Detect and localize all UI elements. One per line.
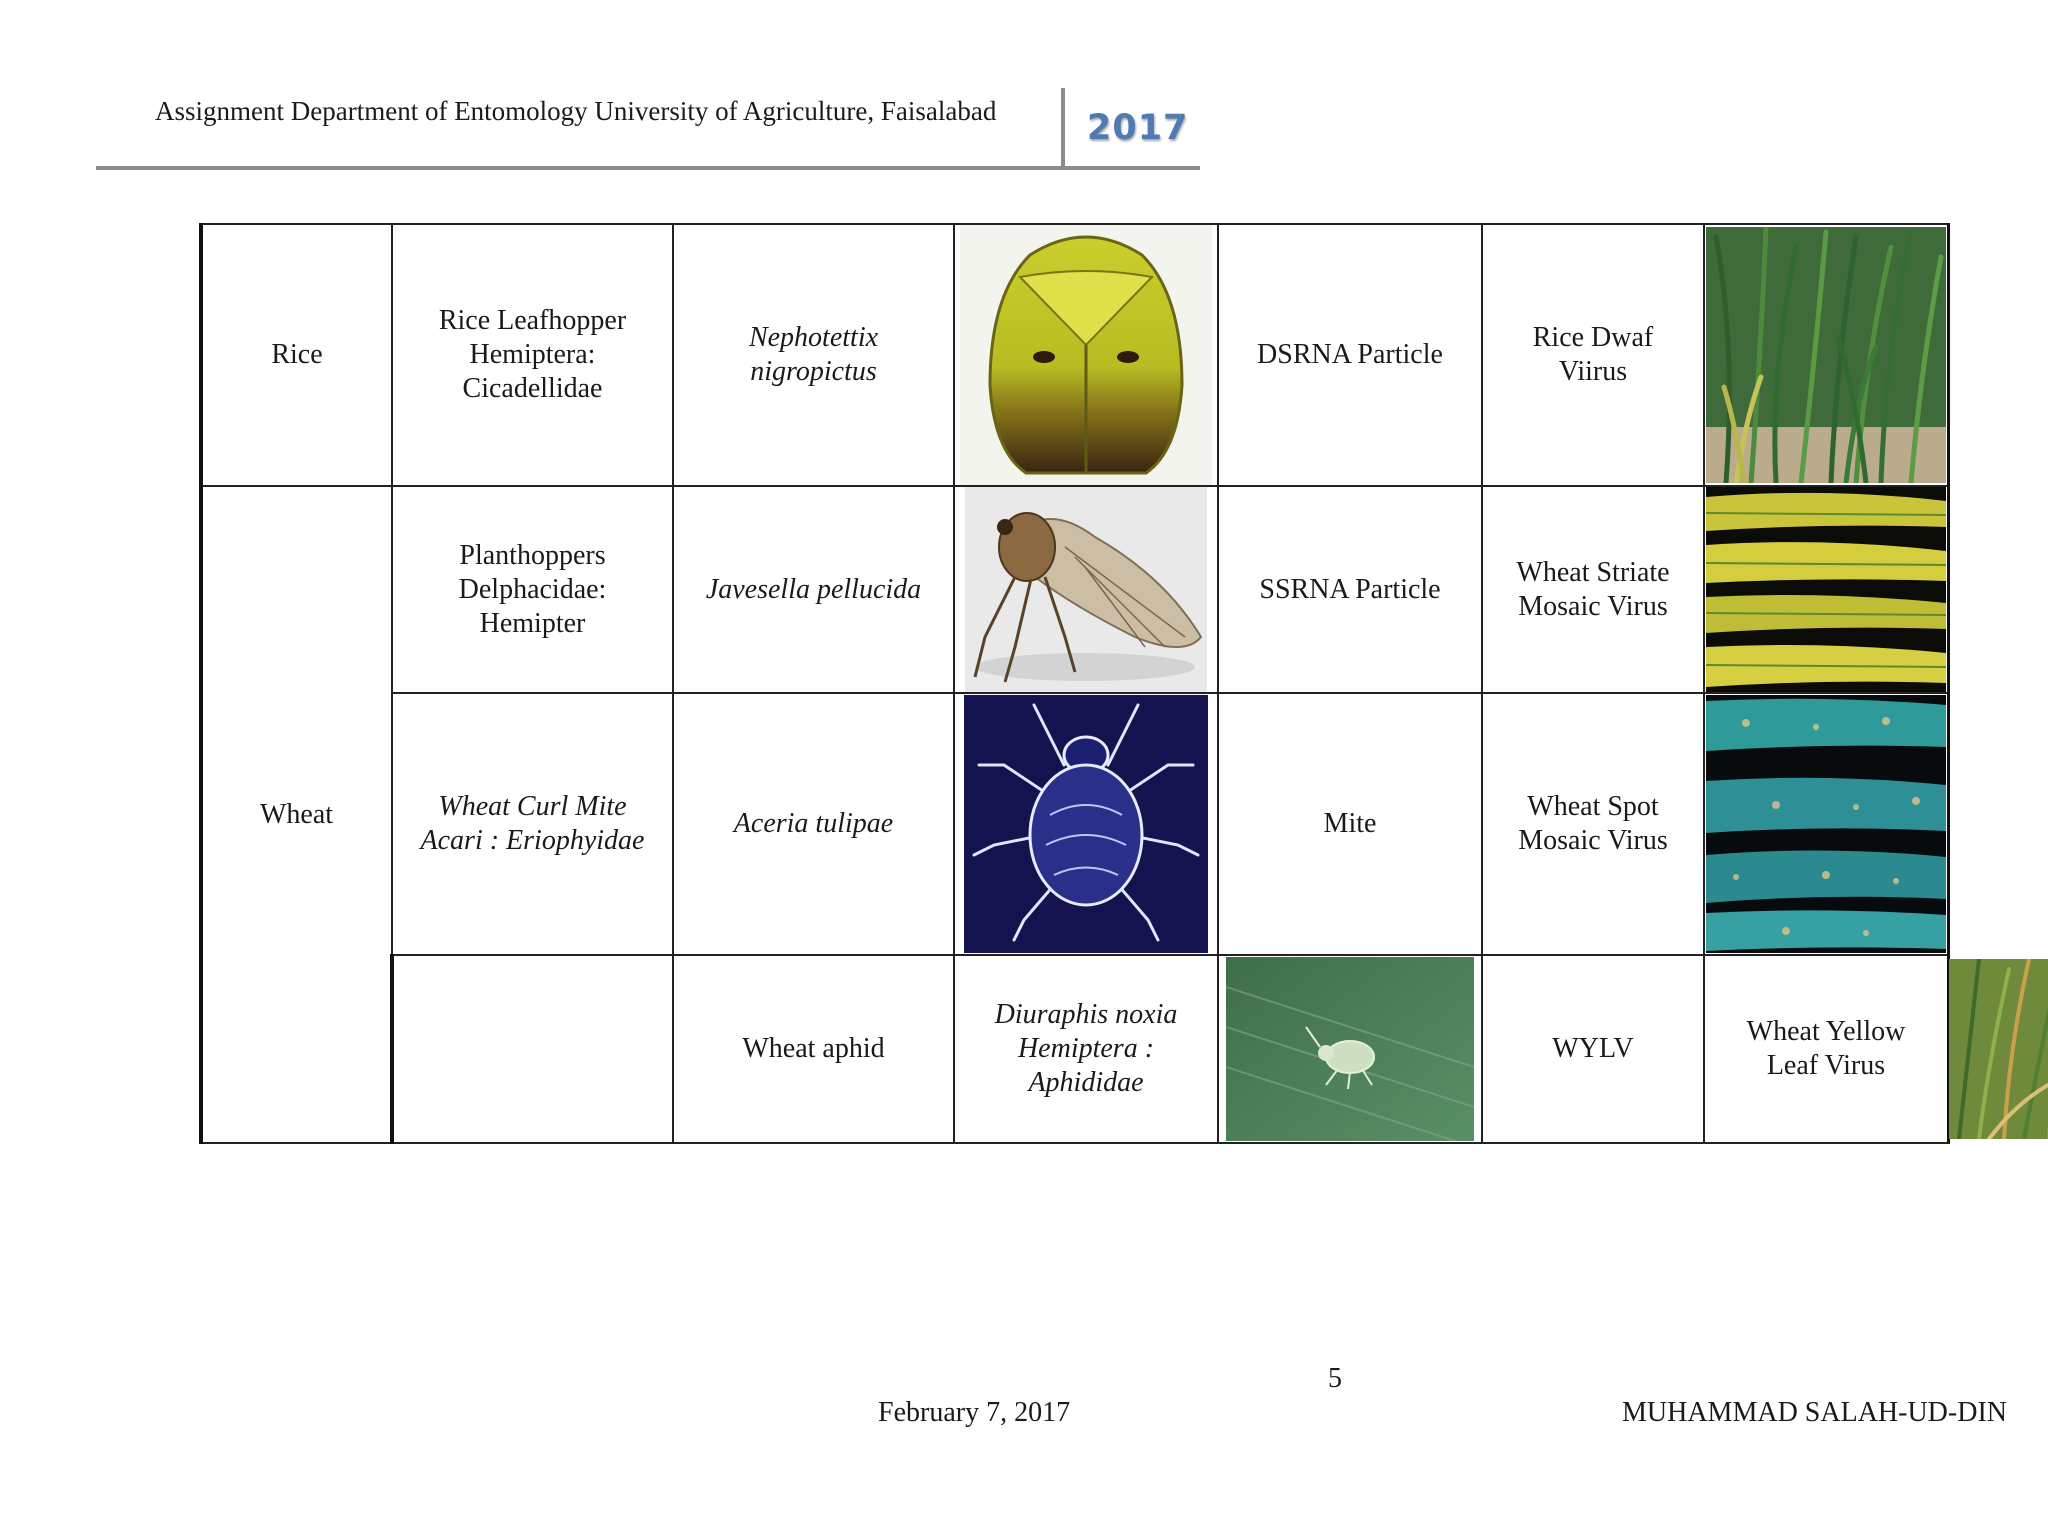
disease-image-cell xyxy=(1704,224,1948,486)
disease-line: Viirus xyxy=(1558,356,1628,387)
scientific-name-cell xyxy=(673,486,954,693)
page-number: 5 xyxy=(1328,1363,1342,1394)
vector-cell xyxy=(392,224,673,486)
scientific-line: Nephotettix xyxy=(748,322,879,353)
planthopper-image xyxy=(965,487,1207,692)
vector-cell xyxy=(673,955,954,1143)
disease-line: Wheat Spot xyxy=(1527,791,1659,822)
header-year: 2017 xyxy=(1087,108,1189,148)
vector-image-cell xyxy=(954,693,1218,955)
header-divider xyxy=(1061,88,1065,168)
vector-image-cell xyxy=(1218,955,1482,1143)
vector-disease-table xyxy=(199,223,1950,1144)
disease-cell xyxy=(1482,224,1704,486)
crop-cell: Rice xyxy=(201,224,392,486)
disease-cell xyxy=(1482,693,1704,955)
scientific-name-cell xyxy=(673,693,954,955)
scientific-line: Javesella pellucida xyxy=(705,573,922,605)
footer-date: February 7, 2017 xyxy=(878,1397,1071,1428)
rice-plants-image xyxy=(1706,227,1946,483)
disease-line: Wheat Yellow xyxy=(1746,1016,1906,1047)
vector-line: Cicadellidae xyxy=(462,373,603,404)
agent-cell: WYLV xyxy=(1482,955,1704,1143)
vector-line: Planthoppers xyxy=(459,539,606,571)
crop-cell-empty xyxy=(392,955,673,1143)
spot-leaves-image xyxy=(1706,695,1946,953)
disease-cell xyxy=(1704,955,1948,1143)
vector-line: Hemiptera: xyxy=(469,339,596,370)
agent-cell: SSRNA Particle xyxy=(1218,486,1482,693)
vector-image-cell xyxy=(954,224,1218,486)
vector-line: Delphacidae: xyxy=(458,573,607,605)
disease-line: Leaf Virus xyxy=(1766,1050,1886,1081)
disease-image-cell xyxy=(1704,693,1948,955)
vector-line: Hemipter xyxy=(479,607,586,639)
disease-line: Mosaic Virus xyxy=(1518,825,1668,856)
scientific-name-cell xyxy=(954,955,1218,1143)
header-rule xyxy=(96,166,1200,170)
mite-image xyxy=(964,695,1208,953)
agent-cell: Mite xyxy=(1218,693,1482,955)
table-row xyxy=(201,693,1948,955)
vector-line: Wheat Curl Mite xyxy=(438,791,627,822)
leafhopper-image xyxy=(960,225,1212,485)
vector-line: Acari : Eriophyidae xyxy=(420,825,645,856)
yellow-leaf-field-image xyxy=(1949,959,2048,1139)
aphid-image xyxy=(1226,957,1474,1141)
disease-line: Rice Dwaf xyxy=(1532,322,1654,353)
disease-image-cell xyxy=(1704,486,1948,693)
scientific-line: Hemiptera : xyxy=(1017,1033,1155,1064)
scientific-name-cell xyxy=(673,224,954,486)
footer-author: MUHAMMAD SALAH-UD-DIN xyxy=(1622,1397,2007,1428)
striate-leaves-image xyxy=(1706,487,1946,692)
crop-cell: Wheat xyxy=(201,486,392,1143)
agent-cell: DSRNA Particle xyxy=(1218,224,1482,486)
scientific-line: Diuraphis noxia xyxy=(994,999,1178,1030)
vector-line: Wheat aphid xyxy=(742,1033,885,1064)
header-title: Assignment Department of Entomology University of Agriculture, Faisalabad xyxy=(155,96,997,126)
disease-line: Wheat Striate xyxy=(1516,556,1670,588)
disease-line: Mosaic Virus xyxy=(1518,590,1668,622)
table-row xyxy=(201,224,1948,486)
vector-cell xyxy=(392,693,673,955)
scientific-line: nigropictus xyxy=(750,356,877,387)
vector-cell xyxy=(392,486,673,693)
table-row xyxy=(201,955,1948,1143)
disease-cell xyxy=(1482,486,1704,693)
scientific-line: Aphididae xyxy=(1028,1067,1144,1098)
table-row xyxy=(201,486,1948,693)
vector-line: Rice Leafhopper xyxy=(438,305,627,336)
scientific-line: Aceria tulipae xyxy=(733,808,894,839)
vector-image-cell xyxy=(954,486,1218,693)
